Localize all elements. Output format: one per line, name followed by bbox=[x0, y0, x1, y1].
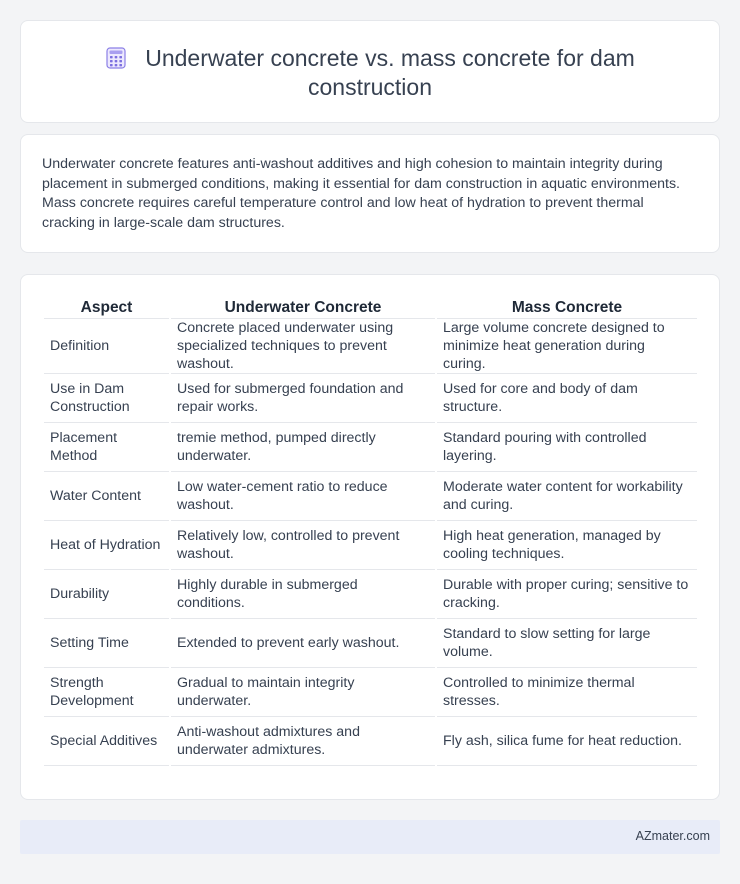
table-row bbox=[44, 374, 697, 423]
row-mass-value: Large volume concrete designed to minimize heat generation during curing. bbox=[437, 319, 697, 374]
row-underwater-value: Extended to prevent early washout. bbox=[171, 619, 435, 668]
row-mass-value: High heat generation, managed by cooling techniques. bbox=[437, 521, 697, 570]
row-underwater-value: Used for submerged foundation and repair works. bbox=[171, 374, 435, 423]
summary-text: Underwater concrete features anti-washout additives and high cohesion to maintain integrity during placement in submerged conditions, making it essential for dam construction in aquatic environments. Mass concrete requires careful temperature control and low heat of hydration to prevent thermal cracking in large-scale dam structures. bbox=[42, 156, 680, 231]
table-row bbox=[44, 570, 697, 619]
table-row bbox=[44, 472, 697, 521]
calculator-icon bbox=[105, 47, 127, 69]
comparison-table bbox=[42, 295, 699, 766]
title-card bbox=[20, 20, 720, 123]
row-mass-value: Durable with proper curing; sensitive to cracking. bbox=[437, 570, 697, 619]
footer-brand[interactable]: AZmater.com bbox=[635, 829, 710, 843]
page-title-wrap bbox=[21, 44, 719, 102]
table-row bbox=[44, 423, 697, 472]
table-row bbox=[44, 668, 697, 717]
header-mass-concrete: Mass Concrete bbox=[437, 295, 697, 319]
row-aspect: Strength Development bbox=[44, 668, 169, 717]
table-row bbox=[44, 521, 697, 570]
row-underwater-value: Low water-cement ratio to reduce washout. bbox=[171, 472, 435, 521]
table-row bbox=[44, 619, 697, 668]
table-row bbox=[44, 319, 697, 374]
row-mass-value: Controlled to minimize thermal stresses. bbox=[437, 668, 697, 717]
header-aspect: Aspect bbox=[44, 295, 169, 319]
row-mass-value: Standard pouring with controlled layering. bbox=[437, 423, 697, 472]
row-aspect: Placement Method bbox=[44, 423, 169, 472]
row-underwater-value: Relatively low, controlled to prevent washout. bbox=[171, 521, 435, 570]
row-underwater-value: Concrete placed underwater using specialized techniques to prevent washout. bbox=[171, 319, 435, 374]
row-underwater-value: Gradual to maintain integrity underwater. bbox=[171, 668, 435, 717]
row-aspect: Durability bbox=[44, 570, 169, 619]
row-aspect: Special Additives bbox=[44, 717, 169, 766]
row-aspect: Heat of Hydration bbox=[44, 521, 169, 570]
footer-bar bbox=[20, 820, 720, 854]
row-aspect: Use in Dam Construction bbox=[44, 374, 169, 423]
header-underwater-concrete: Underwater Concrete bbox=[171, 295, 435, 319]
table-row bbox=[44, 717, 697, 766]
row-mass-value: Fly ash, silica fume for heat reduction. bbox=[437, 717, 697, 766]
row-underwater-value: Anti-washout admixtures and underwater admixtures. bbox=[171, 717, 435, 766]
page-title: Underwater concrete vs. mass concrete for dam construction bbox=[145, 45, 635, 100]
row-underwater-value: tremie method, pumped directly underwater. bbox=[171, 423, 435, 472]
row-mass-value: Standard to slow setting for large volume. bbox=[437, 619, 697, 668]
row-aspect: Setting Time bbox=[44, 619, 169, 668]
table-header-row bbox=[44, 295, 697, 319]
row-mass-value: Used for core and body of dam structure. bbox=[437, 374, 697, 423]
summary-card bbox=[20, 134, 720, 253]
row-aspect: Definition bbox=[44, 319, 169, 374]
row-mass-value: Moderate water content for workability and curing. bbox=[437, 472, 697, 521]
row-underwater-value: Highly durable in submerged conditions. bbox=[171, 570, 435, 619]
comparison-table-card bbox=[20, 274, 720, 800]
row-aspect: Water Content bbox=[44, 472, 169, 521]
